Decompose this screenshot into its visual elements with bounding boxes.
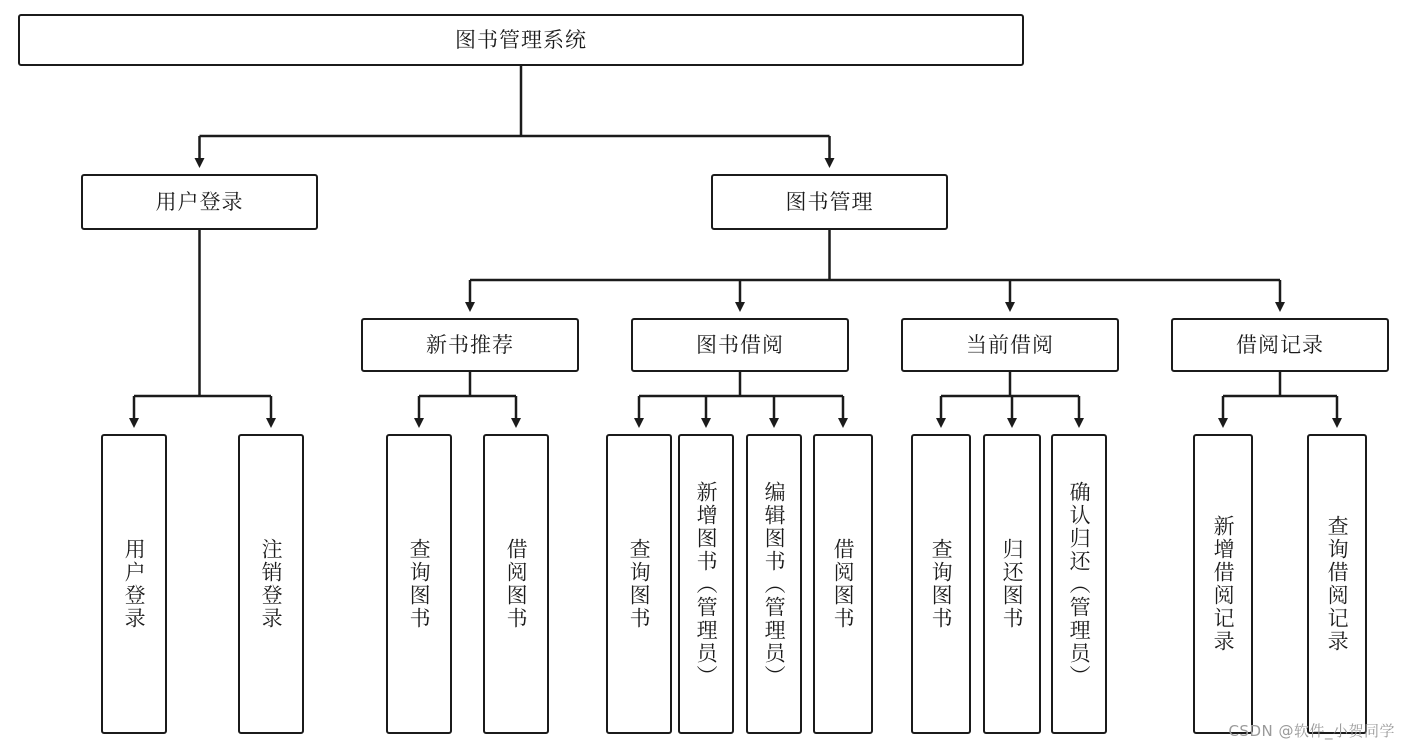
node-confirmreturn xyxy=(1051,434,1107,734)
node-querybook3 xyxy=(911,434,971,734)
node-label: 注销登录 xyxy=(259,538,284,630)
node-label: 借阅图书 xyxy=(831,538,856,630)
node-label: 查询图书 xyxy=(407,538,432,630)
node-borrowbook2 xyxy=(813,434,873,734)
node-bookmgmt xyxy=(711,174,948,230)
edge-bus-newbook xyxy=(419,372,516,396)
node-current xyxy=(901,318,1119,372)
edge-bus-root xyxy=(200,66,830,136)
node-root xyxy=(18,14,1024,66)
node-logout xyxy=(238,434,304,734)
node-label: 新增借阅记录 xyxy=(1211,515,1236,653)
edge-bus-bookmgmt xyxy=(470,230,1280,280)
edge-bus-login xyxy=(134,230,271,396)
node-label: 借阅图书 xyxy=(504,538,529,630)
edge-bus-borrow xyxy=(639,372,843,396)
node-label: 图书管理系统 xyxy=(455,27,587,52)
node-label: 查询借阅记录 xyxy=(1325,515,1350,653)
node-label: 归还图书 xyxy=(1000,538,1025,630)
node-querybook2 xyxy=(606,434,672,734)
watermark: CSDN @软件_小贺同学 xyxy=(1228,722,1395,740)
node-addbook xyxy=(678,434,734,734)
node-userlogin xyxy=(101,434,167,734)
node-label: 图书借阅 xyxy=(696,332,784,357)
node-borrow xyxy=(631,318,849,372)
node-record xyxy=(1171,318,1389,372)
node-label: 查询图书 xyxy=(627,538,652,630)
node-label: 图书管理 xyxy=(785,189,874,214)
node-login xyxy=(81,174,318,230)
node-label: 确认归还（管理员） xyxy=(1067,480,1092,688)
node-label: 新书推荐 xyxy=(426,332,514,357)
edge-bus-record xyxy=(1223,372,1337,396)
node-label: 查询图书 xyxy=(929,538,954,630)
node-borrowbook1 xyxy=(483,434,549,734)
node-label: 新增图书（管理员） xyxy=(694,480,719,688)
node-label: 用户登录 xyxy=(122,538,147,630)
edge-bus-current xyxy=(941,372,1079,396)
node-returnbook xyxy=(983,434,1041,734)
node-querybook1 xyxy=(386,434,452,734)
node-newbook xyxy=(361,318,579,372)
node-editbook xyxy=(746,434,802,734)
node-addrecord xyxy=(1193,434,1253,734)
node-queryrecord xyxy=(1307,434,1367,734)
node-label: 当前借阅 xyxy=(966,332,1054,357)
node-label: 用户登录 xyxy=(155,189,244,214)
node-label: 借阅记录 xyxy=(1236,332,1324,357)
node-label: 编辑图书（管理员） xyxy=(762,480,787,688)
